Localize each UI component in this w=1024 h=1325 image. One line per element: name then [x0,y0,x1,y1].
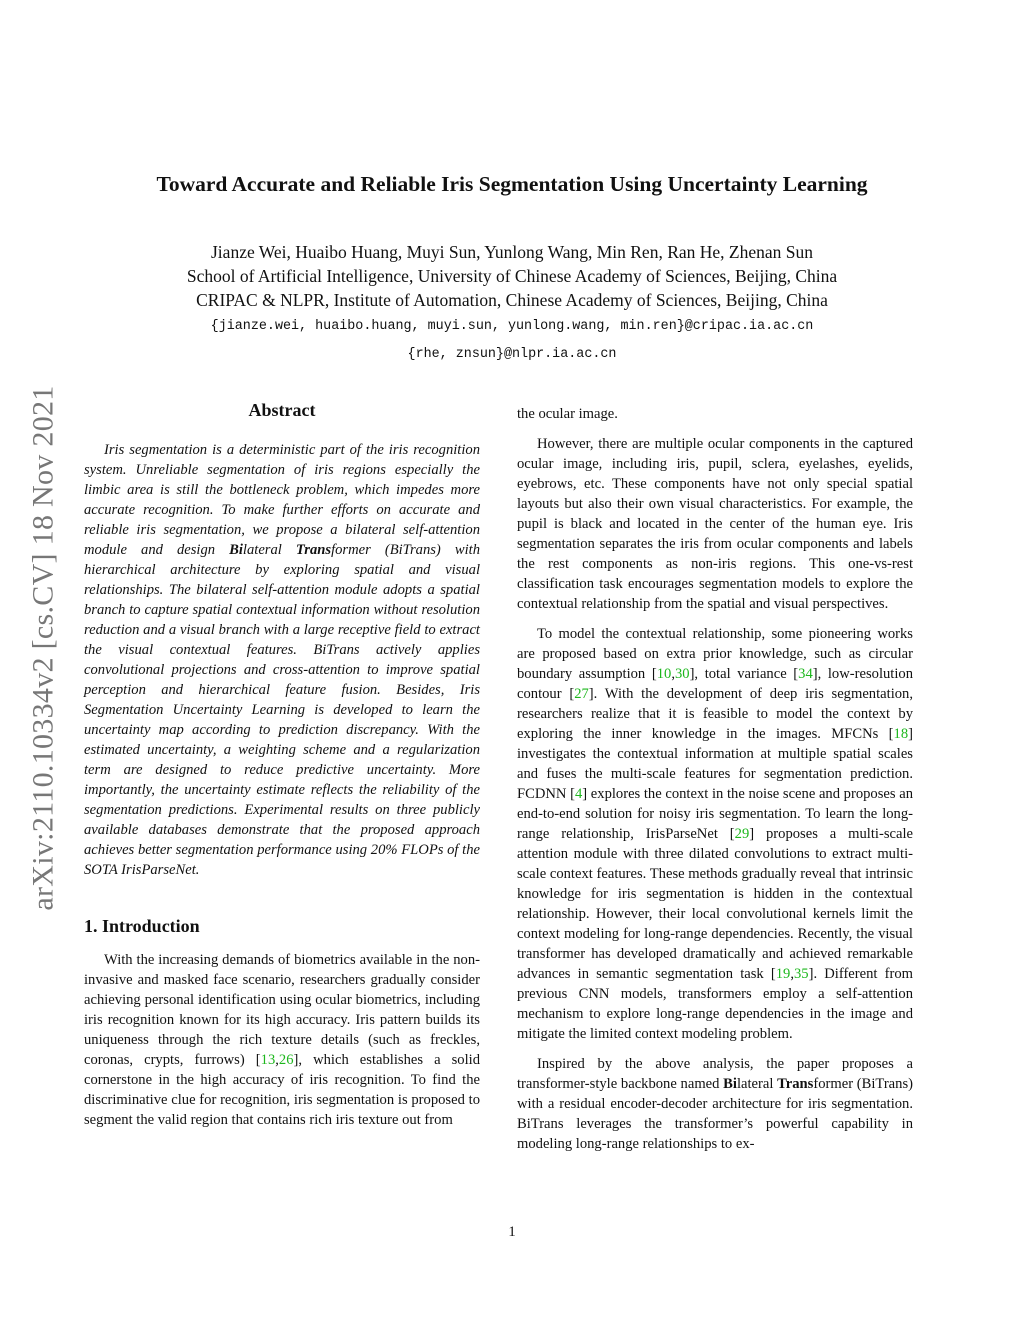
citation-link[interactable]: 26 [278,1052,294,1068]
abstract-text-c: former (BiTrans) with hierarchical architecture by exploring spatial and visual relationships. The bilateral self-attention module adopts a spatial branch to capture spatial contextual information without resolution reduction and a visual branch with a large receptive field to extract the visual contextual features. BiTrans actively applies convolutional projections and cross-attention to improve spatial perception and hierarchical feature fusion. Besides, Iris Segmentation Uncertainty Learning is developed to learn the uncertainty map according to prediction discrepancy. With the estimated uncertainty, a weighting scheme and a regularization term are designed to reduce predictive uncertainty. More importantly, the uncertainty estimate reflects the reliability of the segmentation predictions. Experimental results on three publicly available databases demonstrate that the proposed approach achieves better segmentation performance using 20% FLOPs of the SOTA IrisParseNet. [84,542,480,878]
citation-link[interactable]: 27 [574,686,589,702]
citation-link[interactable]: 4 [574,786,583,802]
intro-p3-text-d: ]. With the development of deep iris segmentation, researchers realize that it is feasible to model the context by exploring the inner knowledge in the images. MFCNs [ [517,686,913,742]
citation-link[interactable]: 10 [656,666,672,682]
author-block [60,240,964,368]
author-list: Jianze Wei, Huaibo Huang, Muyi Sun, Yunlong Wang, Min Ren, Ran He, Zhenan Sun [211,242,813,262]
email-1: {jianze.wei, huaibo.huang, muyi.sun, yunlong.wang, min.ren}@cripac.ia.ac.cn [210,319,814,334]
email-2: {rhe, znsun}@nlpr.ia.ac.cn [407,347,617,362]
intro-p4-text-b: lateral [736,1076,778,1092]
page-number: 1 [508,1224,516,1240]
arxiv-identifier-text: arXiv:2110.10334v2 [cs.CV] 18 Nov 2021 [27,385,60,911]
intro-paragraph-3: To model the contextual relationship, some pioneering works are proposed based on extra prior knowledge, such as circular boundary assumption [10,30], total variance [34], low-resolution contour [27]. With the development of deep iris segmentation, researchers realize that it is feasible to model the context by exploring the inner knowledge in the images. MFCNs [18] investigates the contextual information at multiple spatial scales and fuses the multi-scale features for segmentation prediction. FCDNN [4] explores the context in the noise scene and proposes an end-to-end solution for noisy iris segmentation. To learn the long-range relationship, IrisParseNet [29] proposes a multi-scale attention module with three dilated convolutions to extract multi-scale context features. These methods gradually reveal that intrinsic knowledge for iris segmentation is hidden in the contextual relationship. However, their local convolutional kernels limit the context modeling for long-range dependencies. Recently, the visual transformer has developed dramatically and achieved remarkable advances in semantic segmentation task [19,35]. Different from previous CNN models, transformers employ a self-attention mechanism to explore long-range dependencies in the image and mitigate the limited context modeling problem. [517,626,914,1042]
arxiv-identifier [22,350,66,946]
intro-p1-text-a: With the increasing demands of biometrics available in the non-invasive and masked face scenario, researchers gradually consider achieving personal identification using ocular biometrics, including iris recognition known for its high accuracy. Iris pattern builds its uniqueness through the rich texture details (such as freckles, coronas, crypts, furrows) [ [84,952,480,1068]
intro-paragraph-4 [517,1054,913,1154]
citation-link[interactable]: 18 [893,726,909,742]
affiliation-1: School of Artificial Intelligence, University of Chinese Academy of Sciences, Beijing, China [186,266,838,286]
intro-p4-bold-bi: Bi [723,1076,737,1092]
citation-link[interactable]: 29 [734,826,750,842]
intro-paragraph-2: However, there are multiple ocular components in the captured ocular image, including iris, pupil, sclera, eyelashes, eyelids, eyebrows, etc. These components have not only special spatial layouts but also their own visual characteristics. For example, the pupil is black and located in the center of the human eye. Iris segmentation separates the iris from ocular components and labels the rest components as non-iris regions. This one-vs-rest classification task encourages segmentation models to explore the contextual relationship from the spatial and visual perspectives. [517,436,913,612]
citation-link[interactable]: 19 [775,966,791,982]
intro-p3-text-f: ] explores the context in the noise scene and proposes an end-to-end solution for noisy iris segmentation. To learn the long-range relationship, IrisParseNet [ [517,786,913,842]
intro-p3-text-b: ], total variance [ [689,666,799,682]
intro-paragraph-1-continued: the ocular image. [517,406,618,422]
citation-link[interactable]: 30 [674,666,690,682]
intro-p4-bold-trans: Trans [777,1076,814,1092]
intro-p3-text-e: ] investigates the contextual information at multiple spatial scales and fuses the multi-scale features for segmentation prediction. FCDNN [ [517,726,913,802]
citation-link[interactable]: 13 [260,1052,276,1068]
abstract-bold-trans: Trans [295,542,332,558]
abstract-bold-bi: Bi [229,542,243,558]
citation-link[interactable]: 34 [798,666,813,682]
intro-p3-text-g: ] proposes a multi-scale attention module with three dilated convolutions to extract multi-scale context features. These methods gradually reveal that intrinsic knowledge for iris segmentation is hidden in the contextual relationship. However, their local convolutional kernels limit the context modeling for long-range dependencies. Recently, the visual transformer has developed dramatically and achieved remarkable advances in semantic segmentation task [ [517,826,913,982]
citation-link[interactable]: 35 [793,966,809,982]
abstract-text-b: lateral [242,542,296,558]
intro-p3-text-h: ]. Different from previous CNN models, transformers employ a self-attention mechanism to explore long-range dependencies in the image and mitigate the limited context modeling problem. [517,966,914,1042]
abstract-text-a: Iris segmentation is a deterministic part of the iris recognition system. Unreliable segmentation of iris regions especially the limbic area is still the bottleneck problem, which impedes more accurate recognition. To make further efforts on accurate and reliable iris segmentation, we propose a bilateral self-attention module and design [84,442,480,558]
abstract-heading: Abstract [248,400,316,420]
right-column [517,404,913,1154]
introduction-heading: 1. Introduction [84,916,200,936]
intro-p4-text-c: former (BiTrans) with a residual encoder-decoder architecture for iris segmentation. BiTrans leverages the transformer’s powerful capability in modeling long-range relationships to ex- [517,1076,913,1152]
intro-paragraph-1: With the increasing demands of biometrics available in the non-invasive and masked face scenario, researchers gradually consider achieving personal identification using ocular biometrics, including iris recognition known for its high accuracy. Iris pattern builds its uniqueness through the rich texture details (such as freckles, coronas, crypts, furrows) [13,26], which establishes a solid cornerstone in the high accuracy of iris recognition. To find the discriminative clue for recognition, iris segmentation is proposed to segment the valid region that contains rich iris texture out from [84,952,481,1128]
paper-title: Toward Accurate and Reliable Iris Segmentation Using Uncertainty Learning [156,172,868,196]
abstract-body [84,440,480,880]
intro-p1-text-b: ], which establishes a solid cornerstone in the high accuracy of iris recognition. To find the discriminative clue for recognition, iris segmentation is proposed to segment the valid region that contains rich iris texture out from [84,1052,481,1128]
affiliation-2: CRIPAC & NLPR, Institute of Automation, Chinese Academy of Sciences, Beijing, China [196,290,828,310]
intro-p3-text-a: To model the contextual relationship, some pioneering works are proposed based on extra prior knowledge, such as circular boundary assumption [ [517,626,913,682]
intro-p3-text-c: ], low-resolution contour [ [517,666,913,702]
left-column [84,400,480,1130]
intro-p4-text-a: Inspired by the above analysis, the paper proposes a transformer-style backbone named [517,1056,913,1092]
